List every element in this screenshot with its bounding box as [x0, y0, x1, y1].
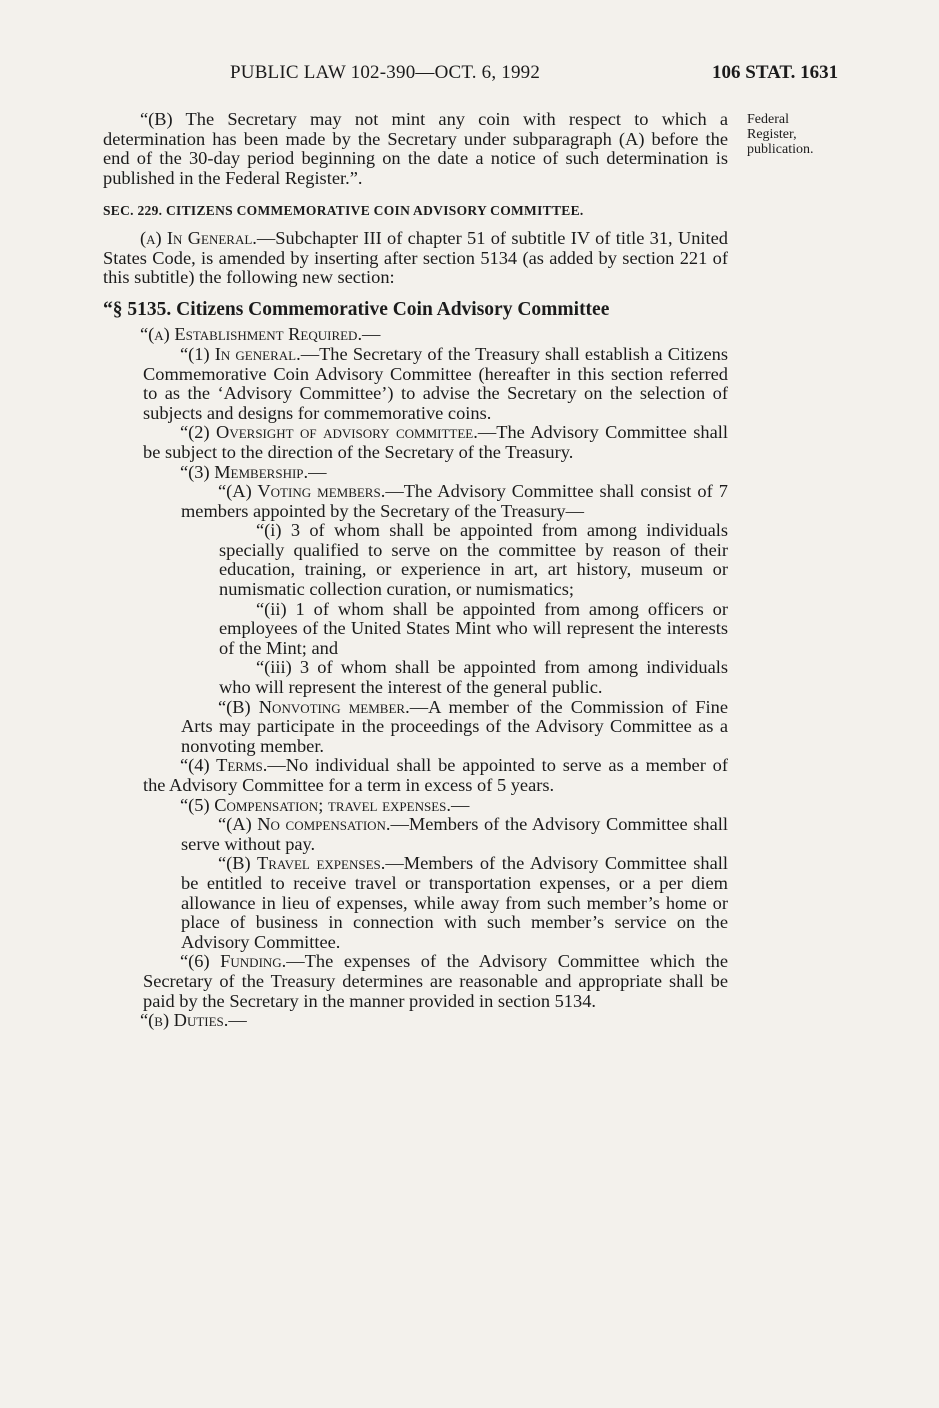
- paragraph-text: —: [362, 324, 381, 345]
- paragraph-5a-no-compensation: [103, 815, 728, 854]
- paragraph-text: —The Advisory Committee shall consist of 7 members appointed by the Secretary of the Treasury—: [181, 481, 728, 521]
- paragraph-lead: “(B) Nonvoting member.: [218, 696, 410, 717]
- margin-note-line: Register,: [747, 127, 797, 142]
- section-5135-heading: “§ 5135. Citizens Commemorative Coin Advisory Committee: [103, 298, 610, 320]
- paragraph-lead: “(A) No compensation.: [218, 814, 391, 835]
- document-body: [103, 110, 728, 1031]
- clause-iii: “(iii) 3 of whom shall be appointed from among individuals who will represent the interest of the general public.: [219, 657, 728, 698]
- paragraph-text: —The Advisory Committee shall be subject to the direction of the Secretary of the Treasury.: [143, 422, 728, 462]
- paragraph-text: —: [228, 1010, 247, 1031]
- paragraph-3a-voting-members: [103, 482, 728, 521]
- paragraph-lead: “(A) Voting members.: [218, 481, 386, 502]
- paragraph-6-funding: [103, 952, 728, 1011]
- clause-ii: “(ii) 1 of whom shall be appointed from among officers or employees of the United States Mint who will represent the interests of the Mint; and: [219, 598, 728, 658]
- paragraph-3-membership: [103, 463, 728, 483]
- subsection-b-duties: [103, 1011, 728, 1031]
- paragraph-lead: “(1) In general.: [180, 343, 301, 364]
- paragraph-lead: “(3) Membership.: [180, 461, 309, 482]
- paragraph-text: —The Secretary of the Treasury shall establish a Citizens Commemorative Coin Advisory Committee (hereafter in this section referred to as the ‘Advisory Committee’) to advise the Secretary on the selection of subjects and designs for commemorative coins.: [143, 343, 728, 423]
- paragraph-lead: “(5) Compensation; travel expenses.: [180, 794, 451, 815]
- paragraph-text: —: [451, 794, 470, 815]
- section-heading: SEC. 229. CITIZENS COMMEMORATIVE COIN ADVISORY COMMITTEE.: [103, 203, 584, 219]
- margin-note-line: Federal: [747, 112, 789, 127]
- paragraph-text: —: [308, 461, 327, 482]
- paragraph-lead: (a) In General.: [140, 227, 257, 248]
- paragraph-lead: “(4) Terms.: [180, 755, 268, 776]
- paragraph-a-in-general: [103, 229, 728, 288]
- paragraph-b-determination: “(B) The Secretary may not mint any coin with respect to which a determination has been made by the Secretary under subparagraph (A) before the end of the 30-day period beginning on the date a notice of such determination is published in the Federal Register.”.: [103, 109, 728, 188]
- paragraph-1-in-general: [103, 345, 728, 423]
- paragraph-lead: “(B) Travel expenses.: [218, 853, 386, 874]
- paragraph-lead: “(b) Duties.: [140, 1010, 229, 1031]
- paragraph-text: —Members of the Advisory Committee shall be entitled to receive travel or transportation expenses, or a per diem allowance in lieu of expenses, while away from such member’s home or place of business in connection with such member’s service on the Advisory Committee.: [181, 853, 728, 952]
- paragraph-2-oversight: [103, 423, 728, 462]
- paragraph-lead: “(2) Oversight of advisory committee.: [180, 422, 478, 443]
- paragraph-text: —No individual shall be appointed to serve as a member of the Advisory Committee for a term in excess of 5 years.: [143, 755, 728, 795]
- subsection-a-heading: [103, 325, 728, 345]
- page-header-title: PUBLIC LAW 102-390—OCT. 6, 1992: [230, 62, 541, 83]
- paragraph-text: —Members of the Advisory Committee shall serve without pay.: [181, 814, 728, 854]
- margin-note: [747, 112, 847, 157]
- page-header-stat: 106 STAT. 1631: [712, 62, 839, 83]
- paragraph-4-terms: [103, 756, 728, 795]
- clause-i: “(i) 3 of whom shall be appointed from among individuals specially qualified to serve on the committee by reason of their education, training, or experience in art, art history, museum or numismatic collection curation, or numismatics;: [219, 520, 728, 600]
- paragraph-3b-nonvoting: [103, 698, 728, 757]
- paragraph-lead: “(a) Establishment Required.: [140, 324, 363, 345]
- paragraph-5b-travel-expenses: [103, 854, 728, 952]
- margin-note-line: publication.: [747, 142, 814, 157]
- paragraph-text: —Subchapter III of chapter 51 of subtitle IV of title 31, United States Code, is amended by inserting after section 5134 (as added by section 221 of this subtitle) the following new section:: [103, 227, 728, 288]
- paragraph-text: —The expenses of the Advisory Committee which the Secretary of the Treasury determines are reasonable and appropriate shall be paid by the Secretary in the manner provided in section 5134.: [143, 951, 728, 1011]
- paragraph-text: —A member of the Commission of Fine Arts may participate in the proceedings of the Advisory Committee as a nonvoting member.: [181, 696, 728, 756]
- paragraph-lead: “(6) Funding.: [180, 951, 287, 972]
- paragraph-5-compensation: [103, 796, 728, 816]
